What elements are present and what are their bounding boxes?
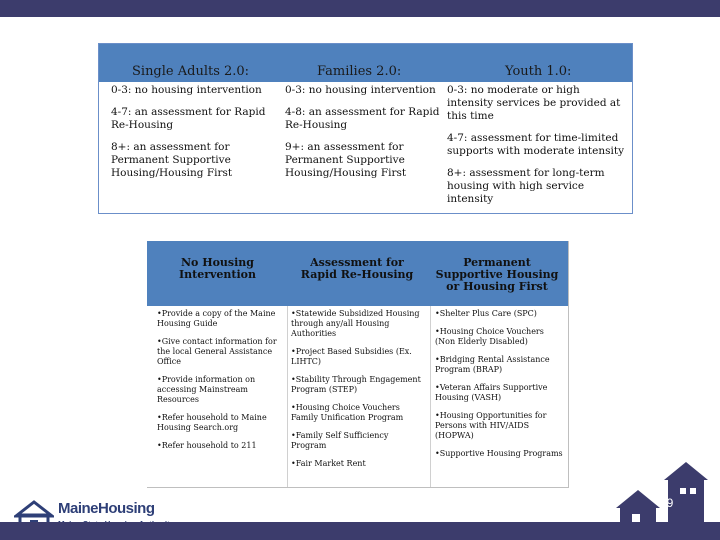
cell-text: 0-3: no housing intervention: [285, 84, 436, 96]
list-item: •Stability Through Engagement Program (STEP): [291, 375, 421, 394]
resources-table: [147, 241, 569, 488]
scoring-table-header: [99, 44, 632, 82]
resources-table-header: [147, 241, 568, 306]
header-permanent-supportive: Permanent Supportive Housing or Housing First: [435, 256, 559, 293]
top-bar: [0, 0, 720, 17]
cell-text: 8+: an assessment for Permanent Supportive Housing/Housing First: [111, 141, 233, 179]
list-item: •Provide a copy of the Maine Housing Guide: [157, 309, 276, 328]
cell-text: 0-3: no housing intervention: [111, 84, 262, 96]
header-youth: Youth 1.0:: [505, 64, 572, 79]
column-divider: [287, 306, 288, 487]
header-families: Families 2.0:: [317, 64, 402, 79]
list-item: •Housing Choice Vouchers Family Unification Program: [291, 403, 404, 422]
no-housing-column: [157, 309, 283, 459]
list-item: •Refer household to 211: [157, 441, 257, 450]
list-item: •Project Based Subsidies (Ex. LIHTC): [291, 347, 412, 366]
bottom-bar: [0, 522, 720, 540]
list-item: •Housing Opportunities for Persons with HIV/AIDS (HOPWA): [435, 411, 547, 440]
list-item: •Veteran Affairs Supportive Housing (VASH): [435, 383, 548, 402]
header-no-housing: No Housing Intervention: [179, 256, 256, 281]
column-divider: [430, 306, 431, 487]
list-item: •Give contact information for the local General Assistance Office: [157, 337, 277, 366]
scoring-table: [98, 43, 633, 214]
cell-text: 0-3: no moderate or high intensity services be provided at this time: [447, 84, 621, 122]
cell-text: 9+: an assessment for Permanent Supportive Housing/Housing First: [285, 141, 407, 179]
single-adults-column: [111, 84, 276, 189]
slide-number: 29: [660, 496, 674, 510]
houses-icon: [612, 458, 712, 530]
list-item: •Bridging Rental Assistance Program (BRAP): [435, 355, 550, 374]
header-single-adults: Single Adults 2.0:: [132, 64, 250, 79]
list-item: •Shelter Plus Care (SPC): [435, 309, 537, 318]
list-item: •Statewide Subsidized Housing through any/all Housing Authorities: [291, 309, 420, 338]
list-item: •Fair Market Rent: [291, 459, 366, 468]
permanent-supportive-column: [435, 309, 563, 467]
logo-name: MaineHousing: [58, 500, 155, 517]
cell-text: 4-7: an assessment for Rapid Re-Housing: [111, 106, 266, 131]
list-item: •Provide information on accessing Mainstream Resources: [157, 375, 256, 404]
cell-text: 4-7: assessment for time-limited supports with moderate intensity: [447, 132, 625, 157]
list-item: •Refer household to Maine Housing Search.org: [157, 413, 267, 432]
cell-text: 8+: assessment for long-term housing with high service intensity: [447, 167, 605, 205]
youth-column: [447, 84, 627, 215]
rapid-rehousing-column: [291, 309, 425, 477]
list-item: •Housing Choice Vouchers (Non Elderly Disabled): [435, 327, 544, 346]
families-column: [285, 84, 445, 189]
header-rapid-rehousing: Assessment for Rapid Re-Housing: [300, 256, 414, 281]
cell-text: 4-8: an assessment for Rapid Re-Housing: [285, 106, 440, 131]
list-item: •Family Self Sufficiency Program: [291, 431, 389, 450]
list-item: •Supportive Housing Programs: [435, 449, 563, 458]
